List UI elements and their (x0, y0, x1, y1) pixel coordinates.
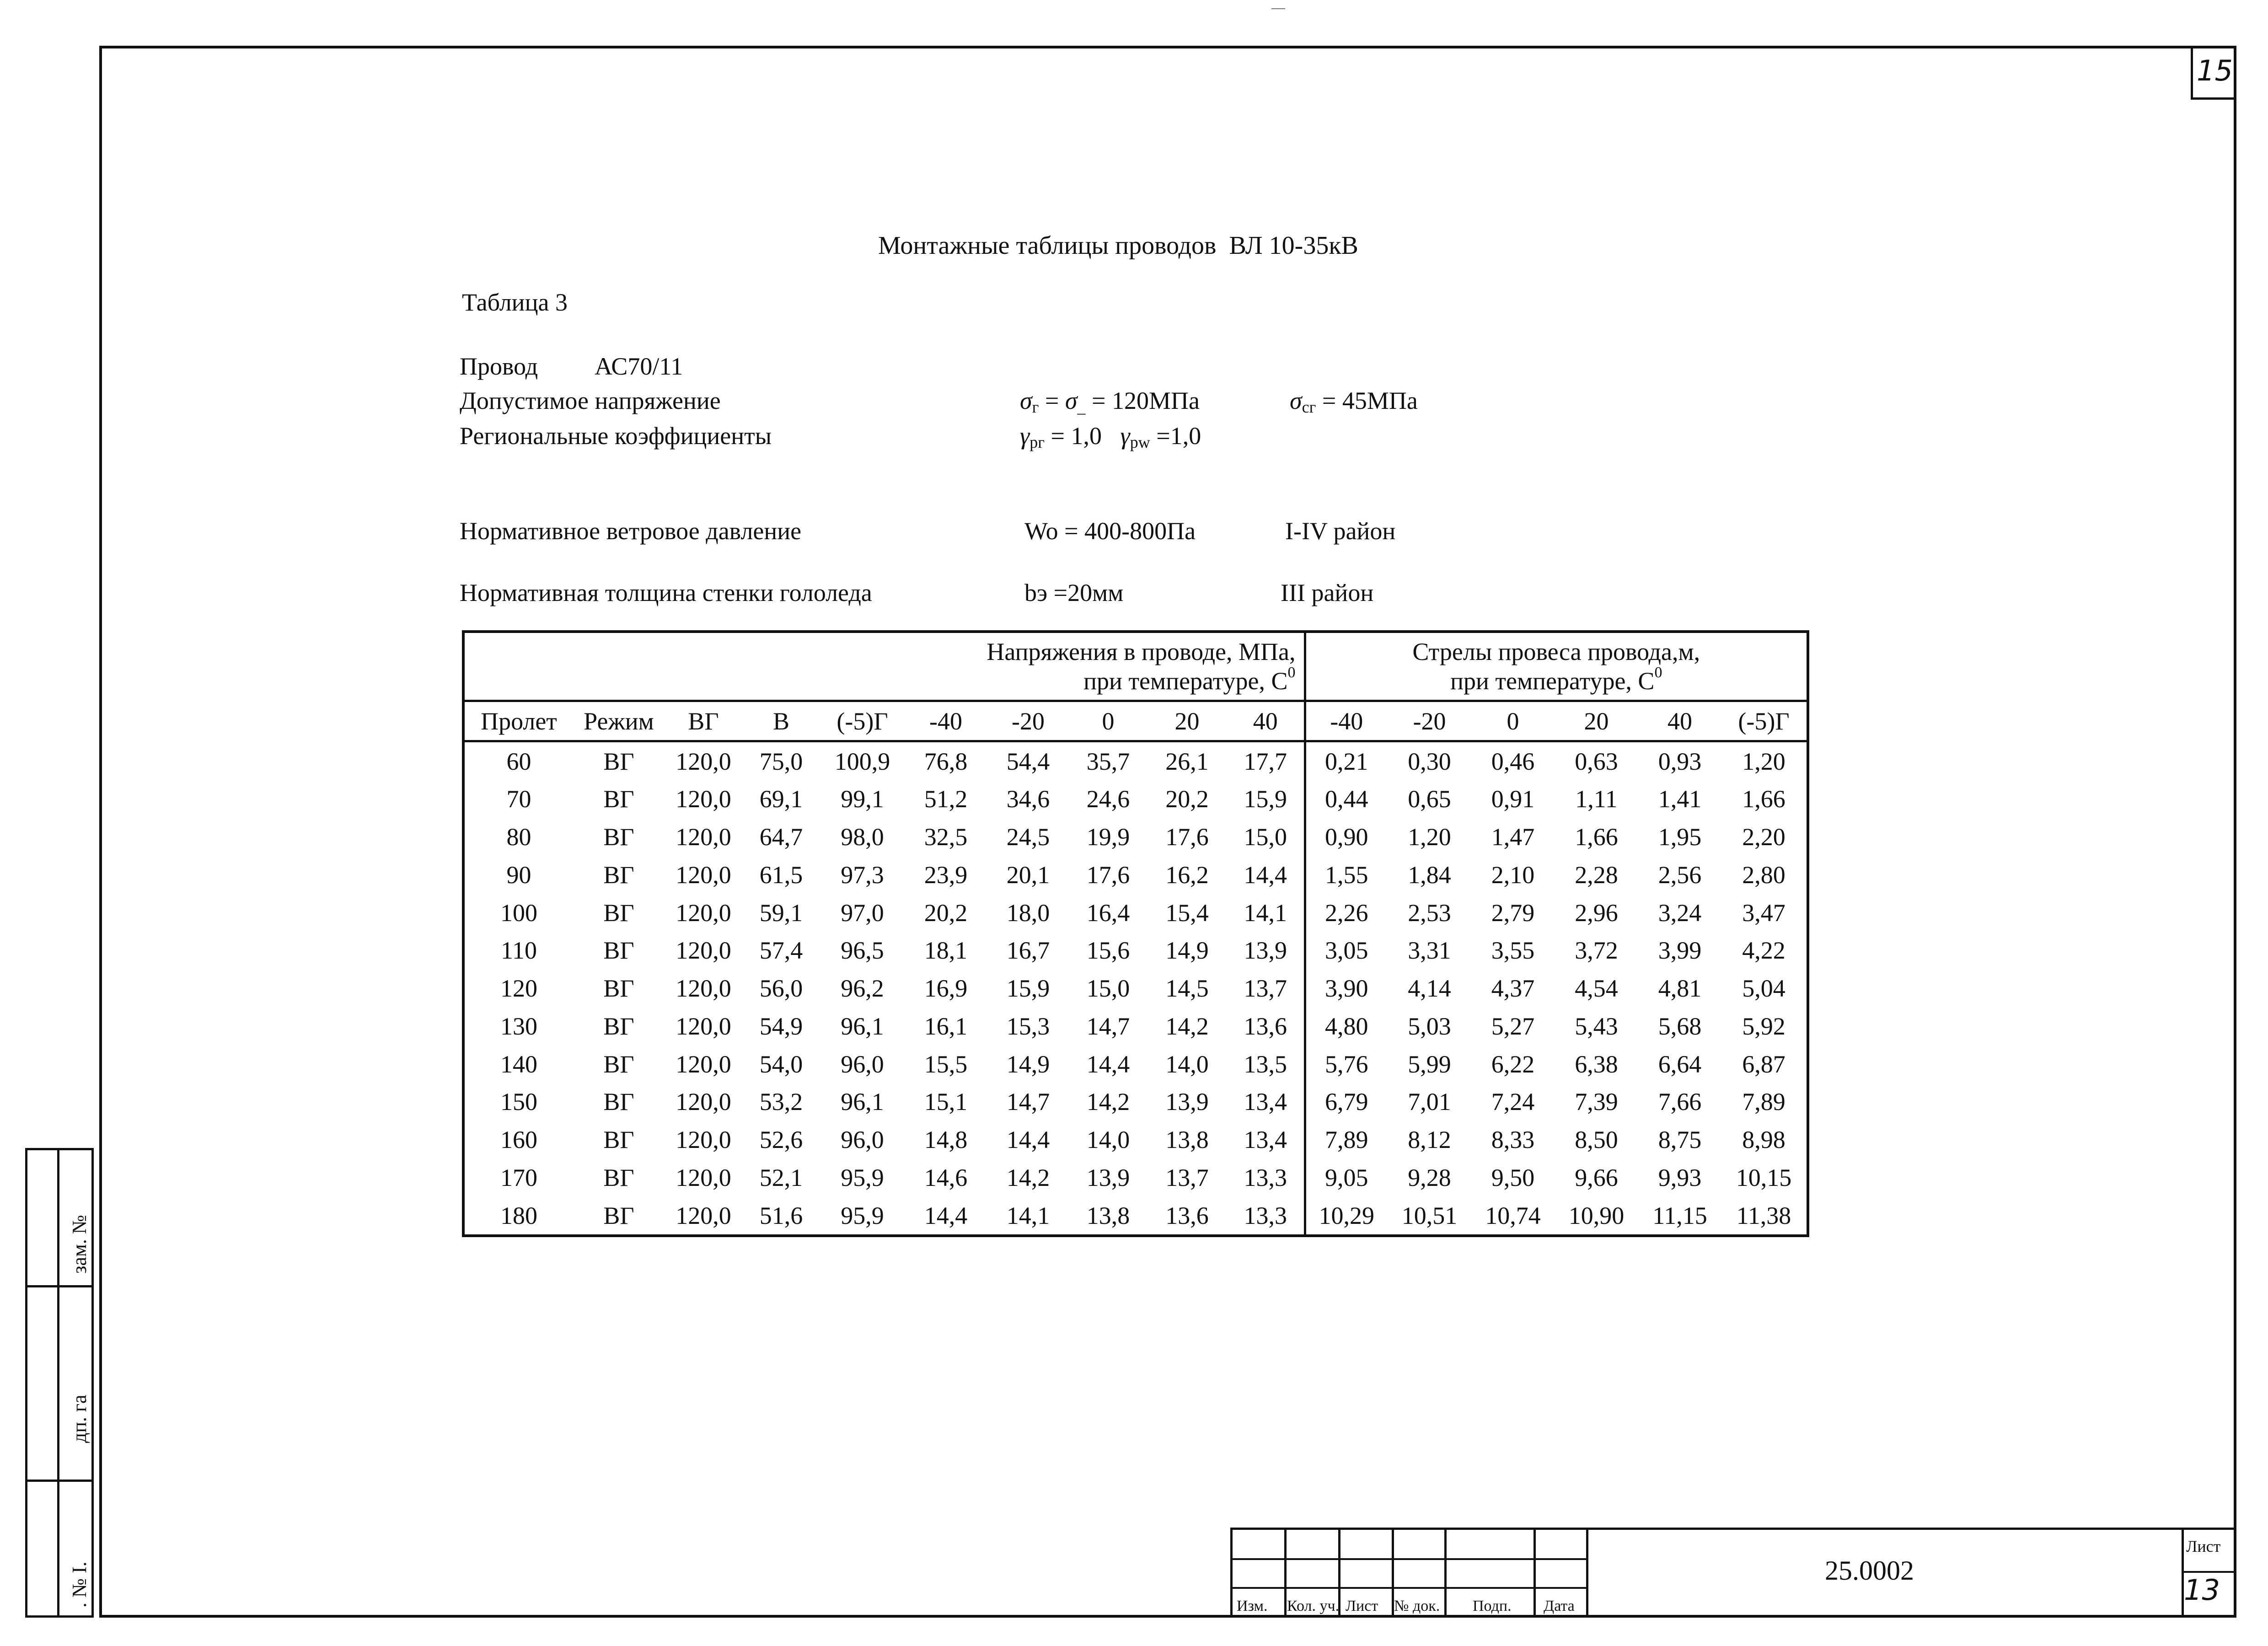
table-cell: 10,29 (1305, 1196, 1387, 1236)
table-cell: 2,79 (1491, 899, 1535, 927)
table-cell: 10,90 (1568, 1201, 1625, 1229)
table-row (463, 818, 1808, 856)
table-cell: 7,39 (1575, 1088, 1618, 1116)
table-cell: 96,0 (841, 1126, 884, 1154)
table-row (463, 1083, 1808, 1121)
column-header: ВГ (665, 701, 742, 741)
table-cell: 120 (500, 975, 537, 1003)
table-cell: 14,7 (1006, 1088, 1050, 1116)
table-row (463, 856, 1808, 894)
table-cell: 6,64 (1658, 1050, 1702, 1078)
table-cell: 8,75 (1658, 1126, 1702, 1154)
column-header: -20 (1387, 701, 1472, 741)
table-cell: 0,65 (1408, 785, 1451, 813)
coef-label: Региональные коэффициенты (460, 422, 772, 450)
table-cell: 95,9 (841, 1163, 884, 1191)
title-block-line (1230, 1530, 1233, 1618)
table-cell: 13,8 (1165, 1126, 1209, 1154)
table-cell: 96,2 (841, 975, 884, 1003)
table-cell: 1,11 (1575, 785, 1618, 813)
table-cell: 8,33 (1491, 1126, 1535, 1154)
sheet-number: 13 (2184, 1573, 2220, 1607)
table-cell: 14,2 (1165, 1012, 1209, 1040)
title-block-line (2182, 1571, 2236, 1573)
table-cell: 14,4 (924, 1201, 968, 1229)
table-cell: 2,96 (1575, 899, 1618, 927)
table-cell: 4,22 (1742, 937, 1785, 965)
table-cell: 2,26 (1305, 894, 1387, 932)
table-cell: 120,0 (676, 899, 731, 927)
column-header: Пролет (463, 701, 573, 741)
table-cell: 35,7 (1086, 747, 1130, 775)
table-cell: 97,3 (841, 861, 884, 889)
table-cell: 16,4 (1086, 899, 1130, 927)
table-cell: 5,04 (1742, 975, 1785, 1003)
table-cell: 120,0 (676, 747, 731, 775)
table-cell: 51,6 (759, 1201, 803, 1229)
table-cell: 2,20 (1742, 823, 1785, 851)
column-header: 40 (1227, 701, 1305, 741)
table-cell: 3,24 (1658, 899, 1702, 927)
cap-izm: Изм. (1237, 1598, 1268, 1614)
table-cell: 64,7 (759, 823, 803, 851)
table-cell: 14,5 (1165, 975, 1209, 1003)
left-stamp-label-2: дп. га (68, 1394, 91, 1443)
table-cell: 96,0 (841, 1050, 884, 1078)
table-cell: 14,4 (1086, 1050, 1130, 1078)
table-cell: 3,90 (1305, 970, 1387, 1008)
table-cell: 120,0 (676, 1012, 731, 1040)
table-cell: 9,50 (1491, 1163, 1535, 1191)
title-block-line (1230, 1558, 1586, 1560)
table-cell: 0,91 (1491, 785, 1535, 813)
table-cell: 18,0 (1006, 899, 1050, 927)
table-cell: 76,8 (924, 747, 968, 775)
table-cell: 5,27 (1491, 1012, 1535, 1040)
table-cell: 17,6 (1086, 861, 1130, 889)
table-cell: 3,05 (1305, 932, 1387, 970)
table-cell: 13,7 (1244, 975, 1287, 1003)
table-cell: 3,72 (1575, 937, 1618, 965)
table-cell: 17,6 (1165, 823, 1209, 851)
table-row (463, 741, 1808, 780)
table-cell: 2,53 (1408, 899, 1451, 927)
table-cell: 120,0 (676, 1050, 731, 1078)
table-cell: 13,8 (1086, 1201, 1130, 1229)
table-cell: 100,9 (834, 747, 890, 775)
table-cell: 13,9 (1086, 1163, 1130, 1191)
cap-list: Лист (1346, 1598, 1378, 1614)
table-cell: 4,14 (1408, 975, 1451, 1003)
table-cell: 1,20 (1742, 747, 1785, 775)
left-stamp-label-3: . № I. (68, 1561, 91, 1608)
table-cell: 14,1 (1006, 1201, 1050, 1229)
table-cell: 0,21 (1305, 741, 1387, 780)
cap-podp: Подп. (1473, 1598, 1512, 1614)
table-cell: 14,9 (1165, 937, 1209, 965)
table-cell: 16,2 (1165, 861, 1209, 889)
column-header: -20 (987, 701, 1069, 741)
table-cell: 14,0 (1165, 1050, 1209, 1078)
table-cell: 0,93 (1658, 747, 1702, 775)
table-cell: 24,5 (1006, 823, 1050, 851)
table-cell: 4,54 (1575, 975, 1618, 1003)
table-row (463, 780, 1808, 818)
table-cell: 6,38 (1575, 1050, 1618, 1078)
left-stamp (25, 1148, 94, 1618)
table-cell: 34,6 (1006, 785, 1050, 813)
table-cell: 5,92 (1742, 1012, 1785, 1040)
table-cell: 13,4 (1244, 1126, 1287, 1154)
table-cell: 23,9 (924, 861, 968, 889)
table-cell: 15,9 (1006, 975, 1050, 1003)
table-cell: 0,44 (1305, 780, 1387, 818)
table-cell: 1,66 (1575, 823, 1618, 851)
column-header-row (463, 701, 1808, 741)
column-header: 20 (1554, 701, 1639, 741)
table-cell: 17,7 (1244, 747, 1287, 775)
table-cell: ВГ (603, 1201, 634, 1229)
table-cell: 15,4 (1165, 899, 1209, 927)
table-cell: 150 (500, 1088, 537, 1116)
table-cell: 15,5 (924, 1050, 968, 1078)
table-cell: 20,1 (1006, 861, 1050, 889)
table-cell: 6,22 (1491, 1050, 1535, 1078)
table-cell: 52,1 (759, 1163, 803, 1191)
stress-sg: $\sigma_{сг} = 45МПа$ (1290, 387, 1418, 416)
table-cell: 0,90 (1305, 818, 1387, 856)
table-cell: 32,5 (924, 823, 968, 851)
document-number: 25.0002 (1825, 1555, 1914, 1586)
title-block (1230, 1528, 2236, 1618)
table-cell: 5,43 (1575, 1012, 1618, 1040)
cap-kol: Кол. уч. (1287, 1598, 1340, 1614)
wind-value: Wo = 400-800Па (1024, 517, 1196, 545)
table-row (463, 1007, 1808, 1045)
column-header: 20 (1147, 701, 1227, 741)
column-header: -40 (1305, 701, 1387, 741)
table-cell: 0,63 (1575, 747, 1618, 775)
table-caption: Таблица 3 (462, 289, 568, 316)
table-cell: 5,99 (1408, 1050, 1451, 1078)
table-cell: 180 (500, 1201, 537, 1229)
left-stamp-line (27, 1480, 91, 1482)
table-cell: 4,37 (1491, 975, 1535, 1003)
table-cell: ВГ (603, 1163, 634, 1191)
table-cell: 9,05 (1305, 1158, 1387, 1196)
table-cell: 13,6 (1244, 1012, 1287, 1040)
table-cell: 13,3 (1244, 1163, 1287, 1191)
title-block-line (1230, 1587, 1586, 1589)
ice-value: bэ =20мм (1024, 579, 1124, 606)
table-cell: 60 (506, 747, 531, 775)
table-row (463, 1196, 1808, 1236)
table-cell: 61,5 (759, 861, 803, 889)
table-cell: 75,0 (759, 747, 803, 775)
title-block-line (1586, 1530, 1588, 1618)
table-cell: 120,0 (676, 937, 731, 965)
table-cell: 16,1 (924, 1012, 968, 1040)
table-cell: 120,0 (676, 785, 731, 813)
table-cell: 2,10 (1491, 861, 1535, 889)
table-cell: 96,5 (841, 937, 884, 965)
table-cell: 140 (500, 1050, 537, 1078)
table-cell: 14,6 (924, 1163, 968, 1191)
table-cell: ВГ (603, 747, 634, 775)
sag-group-header: Стрелы провеса провода,м, при температуре, $С^0$ (1305, 632, 1808, 701)
title-block-line (1444, 1530, 1447, 1618)
wind-label: Нормативное ветровое давление (460, 517, 802, 545)
left-stamp-label-1: зам. № (68, 1215, 91, 1274)
page-title: Монтажные таблицы проводов ВЛ 10-35кВ (878, 231, 1358, 260)
table-cell: 9,93 (1658, 1163, 1702, 1191)
table-cell: 14,9 (1006, 1050, 1050, 1078)
table-row (463, 1045, 1808, 1083)
table-cell: 120,0 (676, 975, 731, 1003)
table-cell: 70 (506, 785, 531, 813)
wire-label: Провод (460, 353, 538, 380)
table-cell: 13,7 (1165, 1163, 1209, 1191)
title-block-line (1533, 1530, 1536, 1618)
column-header: 0 (1069, 701, 1147, 741)
table-cell: 9,28 (1408, 1163, 1451, 1191)
table-cell: 15,0 (1244, 823, 1287, 851)
stress-label: Допустимое напряжение (460, 387, 721, 414)
table-cell: 57,4 (759, 937, 803, 965)
stress-group-header: Напряжения в проводе, МПа, при температуре, $С^0$ (463, 632, 1305, 701)
table-cell: ВГ (603, 1012, 634, 1040)
cap-ndok: № док. (1394, 1598, 1440, 1614)
table-cell: 7,66 (1658, 1088, 1702, 1116)
table-cell: 2,80 (1742, 861, 1785, 889)
table-cell: 2,56 (1658, 861, 1702, 889)
table-cell: 1,20 (1408, 823, 1451, 851)
column-header: В (742, 701, 820, 741)
table-cell: ВГ (603, 785, 634, 813)
table-cell: 5,76 (1305, 1045, 1387, 1083)
table-cell: 98,0 (841, 823, 884, 851)
table-body (463, 741, 1808, 1236)
table-cell: 120,0 (676, 1201, 731, 1229)
table-cell: 9,66 (1575, 1163, 1618, 1191)
table-cell: 10,74 (1485, 1201, 1541, 1229)
table-cell: 96,1 (841, 1088, 884, 1116)
table-cell: 3,99 (1658, 937, 1702, 965)
table-cell: 95,9 (841, 1201, 884, 1229)
table-cell: 59,1 (759, 899, 803, 927)
table-cell: 13,5 (1244, 1050, 1287, 1078)
table-row (463, 1158, 1808, 1196)
table-cell: 15,6 (1086, 937, 1130, 965)
table-cell: 7,89 (1305, 1121, 1387, 1159)
table-cell: 4,81 (1658, 975, 1702, 1003)
table-cell: 11,38 (1736, 1201, 1791, 1229)
table-cell: 0,46 (1491, 747, 1535, 775)
table-cell: 130 (500, 1012, 537, 1040)
table-cell: 14,7 (1086, 1012, 1130, 1040)
table-cell: ВГ (603, 861, 634, 889)
table-cell: 96,1 (841, 1012, 884, 1040)
table-cell: 170 (500, 1163, 537, 1191)
table-cell: 7,24 (1491, 1088, 1535, 1116)
table-cell: 6,79 (1305, 1083, 1387, 1121)
scan-mark (1271, 8, 1285, 9)
table-cell: 120,0 (676, 861, 731, 889)
table-cell: ВГ (603, 899, 634, 927)
table-cell: ВГ (603, 975, 634, 1003)
table-cell: 0,30 (1408, 747, 1451, 775)
table-row (463, 1121, 1808, 1159)
table-cell: 8,12 (1408, 1126, 1451, 1154)
table-cell: 54,9 (759, 1012, 803, 1040)
table-cell: 18,1 (924, 937, 968, 965)
table-cell: 14,1 (1244, 899, 1287, 927)
table-cell: 14,2 (1006, 1163, 1050, 1191)
table-cell: 10,51 (1401, 1201, 1458, 1229)
mounting-table (462, 630, 1809, 1237)
table-cell: 14,0 (1086, 1126, 1130, 1154)
coef-formula: $\gamma_{рг} = 1,0$ $\gamma_{pw} =1,0$ (1020, 422, 1201, 451)
ice-region: III район (1281, 579, 1374, 606)
table-cell: 1,47 (1491, 823, 1535, 851)
table-cell: 54,4 (1006, 747, 1050, 775)
table-cell: 80 (506, 823, 531, 851)
table-cell: 7,01 (1408, 1088, 1451, 1116)
table-cell: 13,4 (1244, 1088, 1287, 1116)
table-cell: 5,03 (1408, 1012, 1451, 1040)
table-cell: 3,31 (1408, 937, 1451, 965)
table-cell: 120,0 (676, 1088, 731, 1116)
table-cell: 1,84 (1408, 861, 1451, 889)
stress-formula: $\sigma_г = \sigma_{\_} = 120МПа$ (1020, 387, 1200, 416)
table-cell: 3,55 (1491, 937, 1535, 965)
table-cell: 110 (501, 937, 537, 965)
column-header: (-5)Г (1721, 701, 1808, 741)
table-cell: 1,55 (1305, 856, 1387, 894)
table-row (463, 894, 1808, 932)
wire-value: АС70/11 (595, 353, 683, 380)
table-cell: 16,9 (924, 975, 968, 1003)
cap-data: Дата (1544, 1598, 1575, 1614)
table-cell: ВГ (603, 823, 634, 851)
sheet-label: Лист (2186, 1537, 2221, 1555)
table-cell: 6,87 (1742, 1050, 1785, 1078)
table-cell: 7,89 (1742, 1088, 1785, 1116)
table-cell: 1,95 (1658, 823, 1702, 851)
column-header: 0 (1472, 701, 1554, 741)
table-cell: 19,9 (1086, 823, 1130, 851)
table-cell: 8,50 (1575, 1126, 1618, 1154)
table-cell: 11,15 (1652, 1201, 1707, 1229)
table-cell: 20,2 (924, 899, 968, 927)
table-cell: 120,0 (676, 1163, 731, 1191)
wind-region: I-IV район (1285, 517, 1396, 545)
table-cell: 1,66 (1742, 785, 1785, 813)
left-stamp-line (27, 1285, 91, 1287)
table-cell: 15,1 (924, 1088, 968, 1116)
table-cell: ВГ (603, 1050, 634, 1078)
table-cell: 16,7 (1006, 937, 1050, 965)
table-cell: 97,0 (841, 899, 884, 927)
left-stamp-divider (57, 1150, 59, 1615)
table-cell: 90 (506, 861, 531, 889)
table-cell: 160 (500, 1126, 537, 1154)
table-cell: 26,1 (1165, 747, 1209, 775)
table-cell: 15,3 (1006, 1012, 1050, 1040)
table-cell: 15,0 (1086, 975, 1130, 1003)
table-cell: ВГ (603, 937, 634, 965)
table-cell: 51,2 (924, 785, 968, 813)
table-cell: 120,0 (676, 823, 731, 851)
column-header: -40 (905, 701, 987, 741)
table-cell: 14,4 (1244, 861, 1287, 889)
table-cell: 53,2 (759, 1088, 803, 1116)
table-cell: 120,0 (676, 1126, 731, 1154)
table-cell: 13,3 (1244, 1201, 1287, 1229)
table-cell: 54,0 (759, 1050, 803, 1078)
ice-label: Нормативная толщина стенки гололеда (460, 579, 872, 606)
table-cell: 52,6 (759, 1126, 803, 1154)
table-cell: 56,0 (759, 975, 803, 1003)
table-cell: ВГ (603, 1088, 634, 1116)
table-cell: 13,9 (1165, 1088, 1209, 1116)
table-row (463, 970, 1808, 1008)
table-cell: 14,2 (1086, 1088, 1130, 1116)
table-cell: 13,6 (1165, 1201, 1209, 1229)
table-cell: 69,1 (759, 785, 803, 813)
table-row (463, 932, 1808, 970)
table-cell: 24,6 (1086, 785, 1130, 813)
title-block-line (1284, 1530, 1287, 1618)
table-cell: 14,4 (1006, 1126, 1050, 1154)
table-cell: 14,8 (924, 1126, 968, 1154)
table-cell: 3,47 (1742, 899, 1785, 927)
table-cell: 100 (500, 899, 537, 927)
table-cell: 20,2 (1165, 785, 1209, 813)
table-cell: 15,9 (1244, 785, 1287, 813)
table-cell: 99,1 (841, 785, 884, 813)
table-cell: 8,98 (1742, 1126, 1785, 1154)
page-mark: 15 (2191, 46, 2236, 100)
table-cell: 1,41 (1658, 785, 1702, 813)
column-header: 40 (1639, 701, 1721, 741)
column-header: (-5)Г (820, 701, 905, 741)
table-cell: ВГ (603, 1126, 634, 1154)
column-header: Режим (573, 701, 665, 741)
table-cell: 10,15 (1736, 1163, 1792, 1191)
table-cell: 5,68 (1658, 1012, 1702, 1040)
table-cell: 2,28 (1575, 861, 1618, 889)
table-cell: 13,9 (1244, 937, 1287, 965)
table-cell: 4,80 (1305, 1007, 1387, 1045)
